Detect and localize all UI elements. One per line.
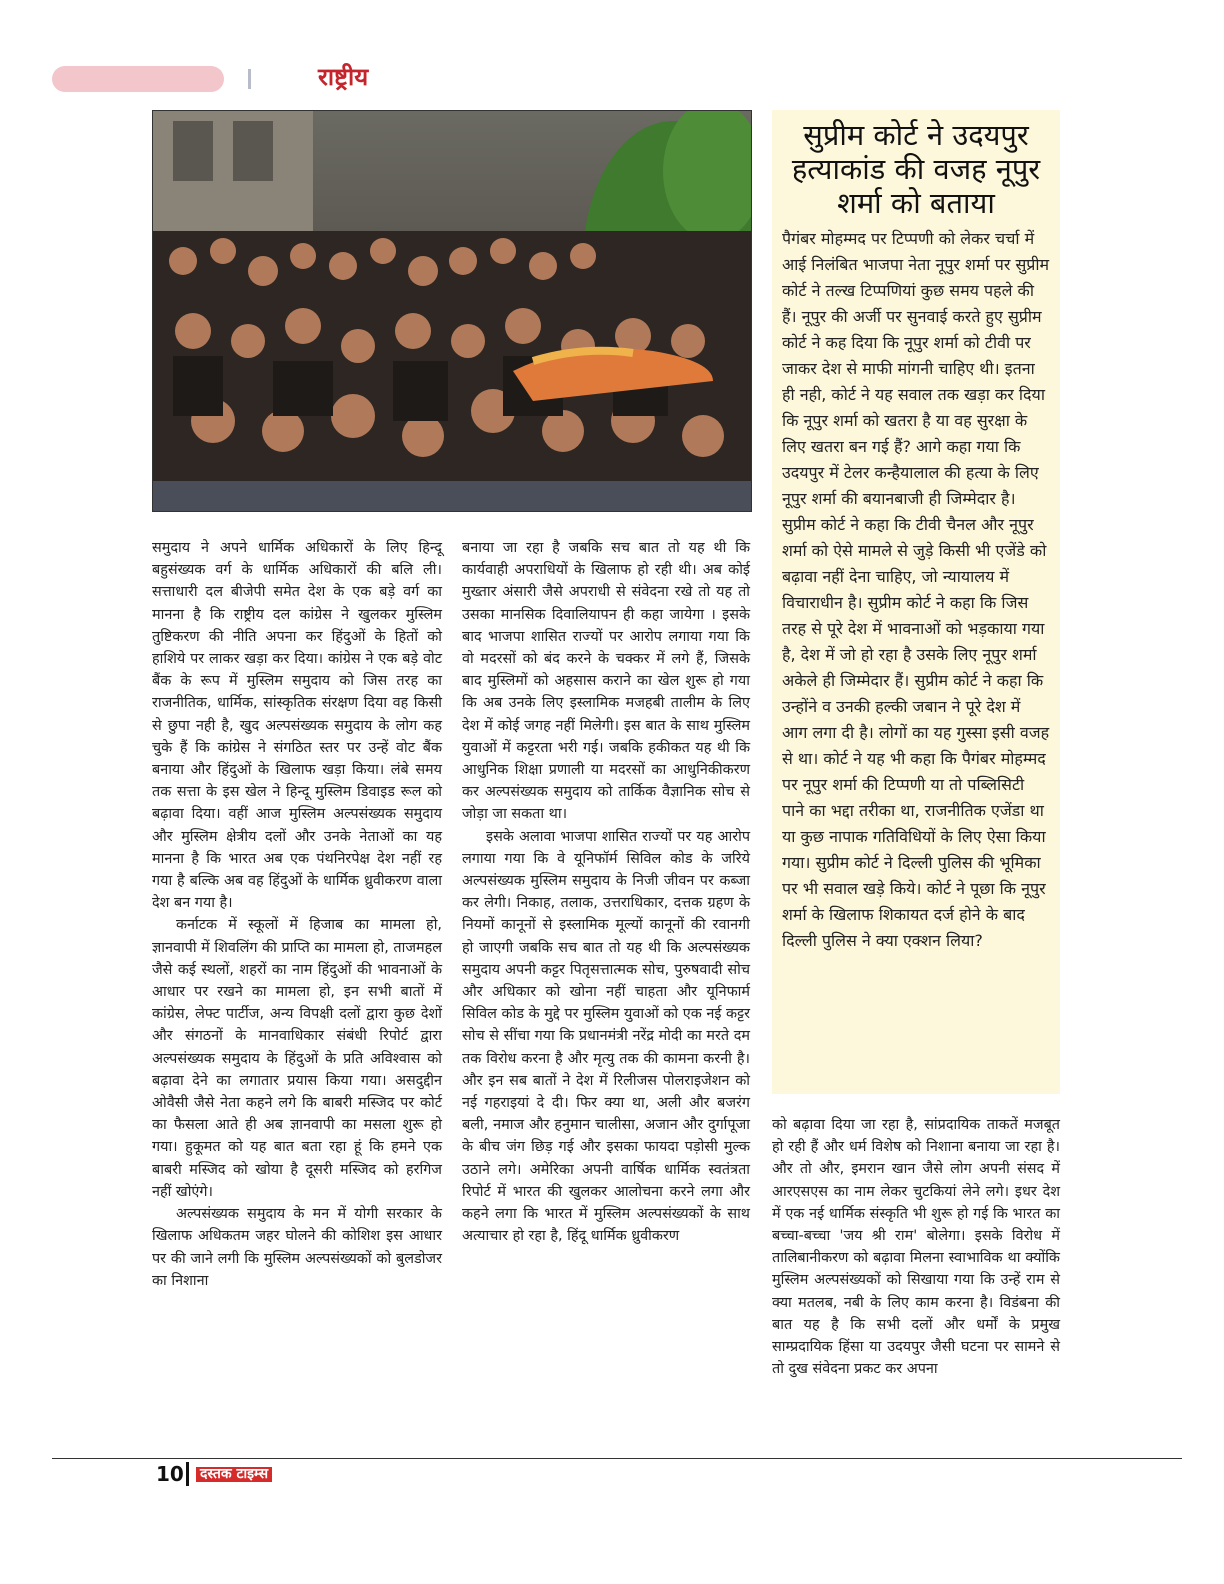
article-column-1 [152, 537, 442, 1292]
paragraph: समुदाय ने अपने धार्मिक अधिकारों के लिए हिन्दू बहुसंख्यक वर्ग के धार्मिक अधिकारों की बलि ली। सत्ताधारी दल बीजेपी समेत देश के एक बड़े वर्ग का मानना है कि राष्ट्रीय दल कांग्रेस ने खुलकर मुस्लिम तुष्टिकरण की नीति अपना कर हिंदुओं के हितों को हाशिये पर लाकर खड़ा कर दिया। कांग्रेस ने एक बड़े वोट बैंक के रूप में मुस्लिम समुदाय को जिस तरह का राजनीतिक, धार्मिक, सांस्कृतिक संरक्षण दिया वह किसी से छुपा नही है, खुद अल्पसंख्यक समुदाय के लोग कह चुके हैं कि कांग्रेस ने संगठित स्तर पर उन्हें वोट बैंक बनाया और हिंदुओं के खिलाफ खड़ा किया। लंबे समय तक सत्ता के इस खेल ने हिन्दू मुस्लिम डिवाइड रूल को बढ़ावा दिया। वहीं आज मुस्लिम अल्पसंख्यक समुदाय और मुस्लिम क्षेत्रीय दलों और उनके नेताओं का यह मानना है कि भारत अब एक पंथनिरपेक्ष देश नहीं रह गया है बल्कि अब वह हिंदुओं के धार्मिक ध्रुवीकरण वाला देश बन गया है। [152, 540, 442, 912]
header-divider [248, 69, 251, 89]
masthead-logo: दस्तक टाइम्स [196, 1467, 272, 1482]
section-pill [52, 66, 224, 92]
crowd-photo-icon [153, 111, 751, 511]
article-column-3 [772, 1114, 1060, 1380]
sidebar-body: पैगंबर मोहम्मद पर टिप्पणी को लेकर चर्चा में आई निलंबित भाजपा नेता नूपुर शर्मा पर सुप्रीम कोर्ट ने तल्ख टिप्पणियां कुछ समय पहले की हैं। नूपुर की अर्जी पर सुनवाई करते हुए सुप्रीम कोर्ट ने कह दिया कि नूपुर शर्मा को टीवी पर जाकर देश से माफी मांगनी चाहिए थी। इतना ही नही, कोर्ट ने यह सवाल तक खड़ा कर दिया कि नूपुर शर्मा को खतरा है या वह सुरक्षा के लिए खतरा बन गई हैं? आगे कहा गया कि उदयपुर में टेलर कन्हैयालाल की हत्या के लिए नूपुर शर्मा की बयानबाजी ही जिम्मेदार है। सुप्रीम कोर्ट ने कहा कि टीवी चैनल और नूपुर शर्मा को ऐसे मामले से जुड़े किसी भी एजेंडे को बढ़ावा नहीं देना चाहिए, जो न्यायालय में विचाराधीन है। सुप्रीम कोर्ट ने कहा कि जिस तरह से पूरे देश में भावनाओं को भड़काया गया है, देश में जो हो रहा है उसके लिए नूपुर शर्मा अकेले ही जिम्मेदार हैं। सुप्रीम कोर्ट ने कहा कि उन्होंने व उनकी हल्की जबान ने पूरे देश में आग लगा दी है। लोगों का यह गुस्सा इसी वजह से था। कोर्ट ने यह भी कहा कि पैगंबर मोहम्मद पर नूपुर शर्मा की टिप्पणी या तो पब्लिसिटी पाने का भद्दा तरीका था, राजनीतिक एजेंडा था या कुछ नापाक गतिविधियों के लिए ऐसा किया गया। सुप्रीम कोर्ट ने दिल्ली पुलिस की भूमिका पर भी सवाल खड़े किये। कोर्ट ने पूछा कि नूपुर शर्मा के खिलाफ शिकायत दर्ज होने के बाद दिल्ली पुलिस ने क्या एक्शन लिया? [782, 229, 1050, 950]
paragraph: को बढ़ावा दिया जा रहा है, सांप्रदायिक ताकतें मजबूत हो रही हैं और धर्म विशेष को निशाना बनाया जा रहा है। और तो और, इमरान खान जैसे लोग अपनी संसद में आरएसएस का नाम लेकर चुटकियां लेने लगे। इधर देश में एक नई धार्मिक संस्कृति भी शुरू हो गई कि भारत का बच्चा-बच्चा 'जय श्री राम' बोलेगा। इसके विरोध में तालिबानीकरण को बढ़ावा मिलना स्वाभाविक था क्योंकि मुस्लिम अल्पसंख्यकों को सिखाया गया कि उन्हें राम से क्या मतलब, नबी के लिए काम करना है। विडंबना की बात यह है कि सभी दलों और धर्मों के प्रमुख साम्प्रदायिक हिंसा या उदयपुर जैसी घटना पर सामने से तो दुख संवेदना प्रकट कर अपना [772, 1117, 1060, 1378]
paragraph: बनाया जा रहा है जबकि सच बात तो यह थी कि कार्यवाही अपराधियों के खिलाफ हो रही थी। अब कोई मुख्तार अंसारी जैसे अपराधी से संवेदना रखे तो यह तो उसका मानसिक दिवालियापन ही कहा जायेगा । इसके बाद भाजपा शासित राज्यों पर आरोप लगाया गया कि वो मदरसों को बंद करने के चक्कर में लगे हैं, जिसके बाद मुस्लिमों को अहसास कराने का खेल शुरू हो गया कि अब उनके लिए इस्लामिक मजहबी तालीम के लिए देश में कोई जगह नहीं मिलेगी। इस बात के साथ मुस्लिम युवाओं में कट्टरता भरी गई। जबकि हकीकत यह थी कि आधुनिक शिक्षा प्रणाली या मदरसों का आधुनिकीकरण कर अल्पसंख्यक समुदाय को तार्किक वैज्ञानिक सोच से जोड़ा जा सकता था। [462, 540, 750, 823]
footer-rule [52, 1458, 1182, 1459]
sidebar-title: सुप्रीम कोर्ट ने उदयपुर हत्याकांड की वजह नूपुर शर्मा को बताया [791, 118, 1041, 220]
paragraph: कर्नाटक में स्कूलों में हिजाब का मामला हो, ज्ञानवापी में शिवलिंग की प्राप्ति का मामला हो, ताजमहल जैसे कई स्थलों, शहरों का नाम हिंदुओं की भावनाओं के आधार पर रखने का मामला हो, इन सभी बातों में कांग्रेस, लेफ्ट पार्टीज, अन्य विपक्षी दलों द्वारा कुछ देशों और संगठनों के मानवाधिकार संबंधी रिपोर्ट द्वारा अल्पसंख्यक समुदाय के हिंदुओं के प्रति अविश्वास को बढ़ावा देने का लगातार प्रयास किया गया। असदुद्दीन ओवैसी जैसे नेता कहने लगे कि बाबरी मस्जिद पर कोर्ट का फैसला आते ही अब ज्ञानवापी का मसला शुरू हो गया। हुकूमत को यह बात बता रहा हूं कि हमने एक बाबरी मस्जिद को खोया है दूसरी मस्जिद को हरगिज नहीं खोएंगे। [152, 917, 442, 1200]
paragraph: इसके अलावा भाजपा शासित राज्यों पर यह आरोप लगाया गया कि वे यूनिफॉर्म सिविल कोड के जरिये अल्पसंख्यक मुस्लिम समुदाय के निजी जीवन पर कब्जा कर लेगी। निकाह, तलाक, उत्तराधिकार, दत्तक ग्रहण के नियमों कानूनों से इस्लामिक मूल्यों कानूनों की रवानगी हो जाएगी जबकि सच बात तो यह थी कि अल्पसंख्यक समुदाय अपनी कट्टर पितृसत्तात्मक सोच, पुरुषवादी सोच और अधिकार को खोना नहीं चाहता और यूनिफार्म सिविल कोड के मुद्दे पर मुस्लिम युवाओं को एक नई कट्टर सोच से सींचा गया कि प्रधानमंत्री नरेंद्र मोदी का मरते दम तक विरोध करना है और मृत्यु तक की कामना करनी है। और इन सब बातों ने देश में रिलीजस पोलराइजेशन को नई गहराइयां दे दी। फिर क्या था, अली और बजरंग बली, नमाज और हनुमान चालीसा, अजान और दुर्गापूजा के बीच जंग छिड़ गई और इसका फायदा पड़ोसी मुल्क उठाने लगे। अमेरिका अपनी वार्षिक धार्मिक स्वतंत्रता रिपोर्ट में भारत की खुलकर आलोचना करने लगा और कहने लगा कि भारत में मुस्लिम अल्पसंख्यकों के साथ अत्याचार हो रहा है, हिंदू धार्मिक ध्रुवीकरण [462, 828, 750, 1245]
footer-divider [186, 1462, 189, 1486]
section-title: राष्ट्रीय [318, 63, 369, 91]
article-column-2 [462, 537, 750, 1248]
crowd-photo [152, 110, 752, 512]
page-number: 10 [156, 1462, 184, 1486]
sidebar-box [772, 110, 1060, 1094]
paragraph: अल्पसंख्यक समुदाय के मन में योगी सरकार के खिलाफ अधिकतम जहर घोलने की कोशिश इस आधार पर की जाने लगी कि मुस्लिम अल्पसंख्यकों को बुलडोजर का निशाना [152, 1206, 442, 1289]
